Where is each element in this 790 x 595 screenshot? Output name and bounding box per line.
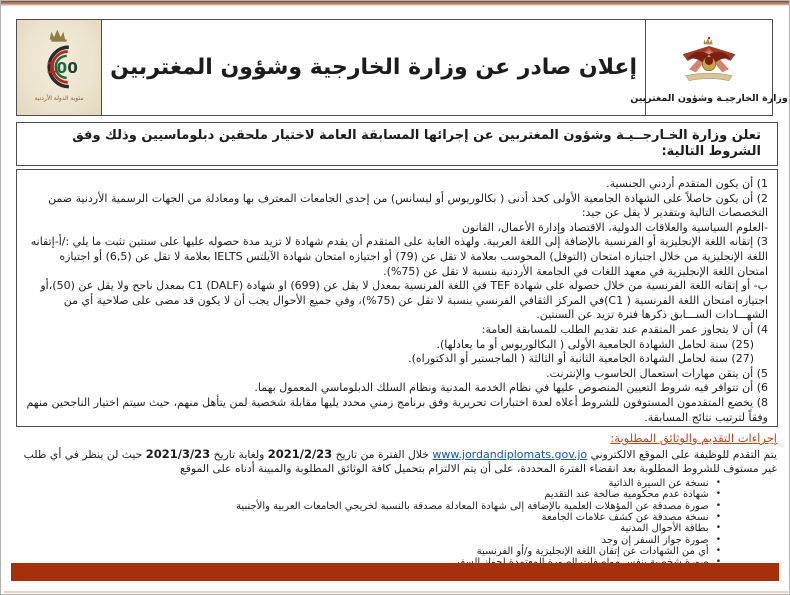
- condition-item: 3) إتقانه اللغة الإنجليزية أو الفرنسية بالإضافة إلى اللغة العربية. ولهذه الغاية على المتقدم أن يقدم شهادة لا تزيد مدة حصوله عليها على سنتين تثبت ما يلي :/أ-إتقانه اللغة الإنجليزية من خلال اجتيازه امتحان (التوفل) المحوسب بعلامة لا تقل عن (79) أو اجتيازه امتحان شهادة الآيلتس IELTS بعلامة لا تقل عن (6,5) أو اجتيازه امتحان اللغة الإنجليزية في معهد اللغات في الجامعة الأردنية بنسبة لا تقل عن (75%).: [30, 235, 768, 278]
- condition-item: 4) أن لا يتجاوز عمر المتقدم عند تقديم الطلب للمسابقة العامة:: [481, 322, 768, 336]
- document-list-item: [13, 523, 721, 534]
- document-label: صورة مصدقة عن المؤهلات العلمية بالإضافة إلى شهادة المعادلة مصدقة بالنسبة لخريجي الجامعات العربية والأجنبية: [236, 500, 709, 512]
- jordan-coat-of-arms-icon: [676, 36, 742, 84]
- condition-item: 8) يخضع المتقدمون المستوفون للشروط أعلاه لعدة اختبارات تحريرية وفق برنامج زمني محدد يليها مقابلة شخصية لمن يتأهل منهم، حيث سيتم اختيار الناجحين منهم وفقاً لترتيب نتائج المسابقة.: [26, 395, 768, 424]
- condition-item: (27) سنة لحامل الشهادة الجامعية الثانية أو الثالثة ( الماجستير أو الدكتوراه).: [408, 352, 754, 366]
- start-date: 2021/2/23: [267, 447, 333, 461]
- document-list-item: [13, 512, 721, 523]
- document-header: [16, 19, 788, 116]
- bullet-icon: •: [715, 523, 721, 534]
- document-list-item: [13, 478, 721, 489]
- required-documents-list: [13, 478, 777, 568]
- paragraph-text: يتم التقدم للوظيفة على الموقع الالكتروني: [587, 448, 777, 461]
- bullet-icon: •: [715, 500, 721, 511]
- intro-text: تعلن وزارة الخـارجــيـة وشؤون المغتربين عن إجرائها المسابقة العامة لاختيار ملحقين دبلوماسيين وذلك وفق الشروط التالية:: [72, 128, 761, 159]
- bullet-icon: •: [715, 478, 721, 489]
- top-brown-strip: [1, 1, 789, 6]
- paragraph-text: خلال الفترة من تاريخ: [332, 448, 433, 461]
- document-list-item: [13, 546, 721, 557]
- procedures-heading: إجراءات التقديم والوثائق المطلوبة:: [610, 431, 777, 445]
- ministry-name-caption: وزارة الخارجيـة وشؤون المغتربين: [630, 92, 788, 104]
- bullet-icon: •: [715, 534, 721, 545]
- document-label: شهادة عدم محكومية صالحة عند التقديم: [544, 489, 709, 501]
- application-website-link[interactable]: www.jordandiplomats.gov.jo: [432, 448, 588, 461]
- condition-item: 1) أن يكون المتقدم أردني الجنسية.: [606, 177, 768, 190]
- document-list-item: [13, 489, 721, 500]
- centennial-logo-cell: [17, 20, 102, 115]
- condition-item: 5) أن يتقن مهارات استعمال الحاسوب والإنترنت.: [546, 366, 768, 380]
- document-label: نسخة عن السيرة الذاتية: [608, 478, 709, 490]
- document-list-item: [13, 535, 721, 546]
- svg-text:100: 100: [45, 58, 78, 77]
- centennial-logo-caption: مئوية الدولة الأردنية: [34, 94, 84, 102]
- document-label: أي من الشهادات عن إتقان اللغة الإنجليزية و/أو الفرنسية: [476, 545, 709, 557]
- bullet-icon: •: [715, 545, 721, 556]
- condition-item: ب- أو إتقانه اللغة الفرنسية من خلال حصوله على شهادة TEF في اللغة الفرنسية بمعدل لا يقل عن (699) او شهادة C1 (DALF) بمعدل ناجح ولا يقل عن (50)،أو اجتيازه امتحان اللغة الفرنسية ( C1)في المركز الثقافي الفرنسي بنسبة لا تقل عن (75%)، وفي جميع الأحوال يجب أن لا يكون قد مضى على صلاحية أي من الشهـــادات الســـابق ذكرها فترة تزيد عن السنتين.: [40, 279, 768, 322]
- condition-item: -العلوم السياسية والعلاقات الدولية، الاقتصاد وإدارة الأعمال، القانون: [461, 220, 768, 234]
- condition-item: 2) أن يكون حاصلاً على الشهادة الجامعية الأولى كحد أدنى ( بكالوريوس أو ليسانس) من إحدى الجامعات المعترف بها ومعادلة من الجهات الرسمية الأردنية ضمن التخصصات التالية وبتقدير لا يقل عن جيد:: [48, 191, 768, 220]
- title-cell: [102, 20, 645, 115]
- conditions-box: [16, 169, 778, 427]
- end-date: 2021/3/23: [145, 447, 211, 461]
- paragraph-text: حيث لن ينظر في أي طلب غير مستوف للشروط المطلوبة بعد انقضاء الفترة المحددة، على أن يتم الالتزام بتحميل كافة الوثائق المطلوبة والمبينة أدناه على الموقع: [23, 448, 777, 475]
- procedures-section: [9, 431, 781, 569]
- condition-item: (25) سنة لحامل الشهادة الجامعية الأولى ( البكالوريوس أو ما يعادلها).: [436, 337, 754, 351]
- document-list-item: [13, 501, 721, 512]
- jordan-centennial-100-logo: [20, 23, 98, 113]
- footer-bar: [11, 563, 779, 581]
- page-title: إعلان صادر عن وزارة الخارجية وشؤون المغتربين: [110, 55, 637, 80]
- intro-box: [16, 122, 778, 166]
- ministry-emblem-cell: [630, 20, 788, 115]
- bottom-pink-line: [4, 591, 788, 593]
- paragraph-text: ولغاية تاريخ: [210, 448, 268, 461]
- bullet-icon: •: [715, 489, 721, 500]
- document-label: صورة جواز السفر إن وجد: [601, 534, 709, 546]
- document-label: نسخة مصدقة عن كشف علامات الجامعة: [541, 512, 709, 524]
- procedures-paragraph: [13, 448, 777, 475]
- condition-item: 6) أن تتوافر فيه شروط التعيين المنصوص عليها في نظام الخدمة المدنية ونظام السلك الدبلوماسي المعمول بهما.: [254, 381, 768, 395]
- bullet-icon: •: [715, 512, 721, 523]
- document-label: بطاقة الأحوال المدنية: [620, 523, 709, 535]
